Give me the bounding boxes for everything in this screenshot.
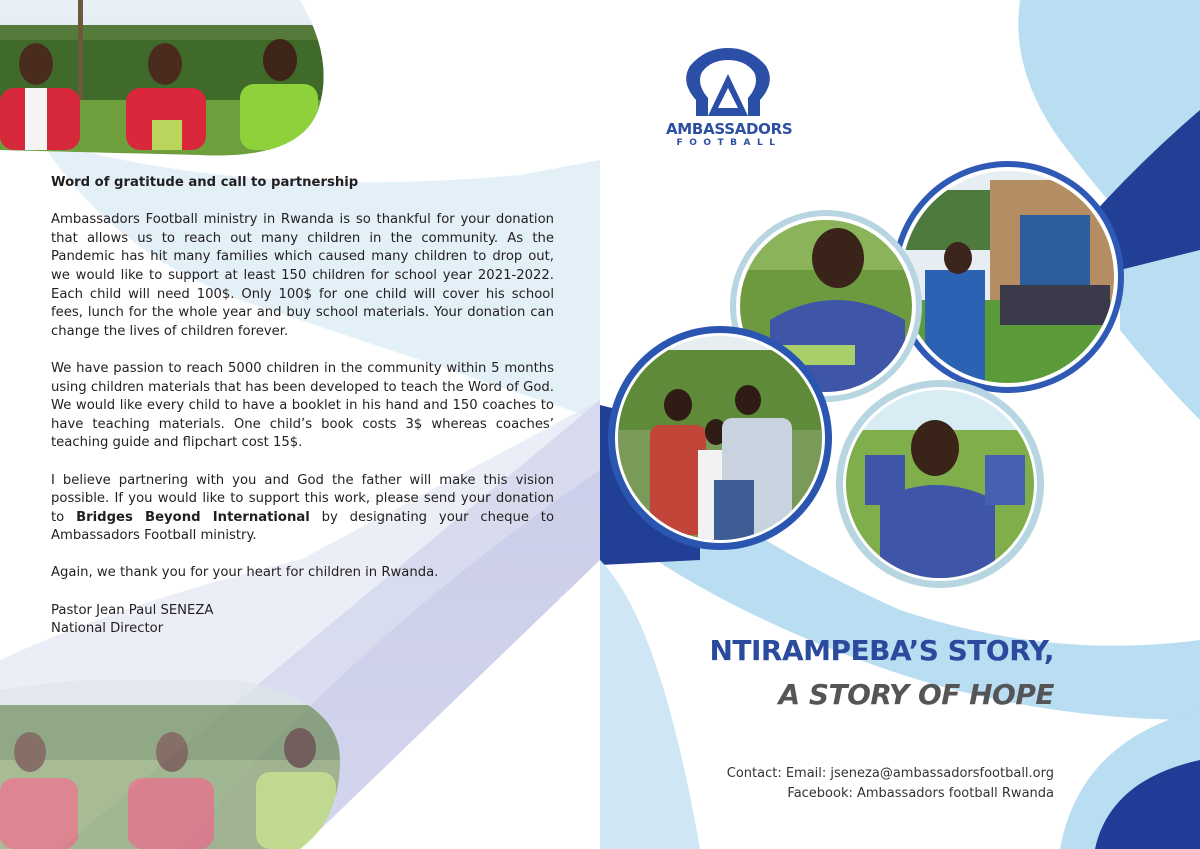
cover-title-line1: NTIRAMPEBA’S STORY, [709,634,1054,667]
contact-block [727,764,1054,804]
contact-facebook: Facebook: Ambassadors football Rwanda [787,786,1054,801]
letter-paragraph-1: Ambassadors Football ministry in Rwanda is so thankful for your donation that allows us to reach out many children in the community. As the Pandemic has hit many families which caused many children to drop out, we would like to support at least 150 children for school year 2021-2022. Each child will need 100$. Only 100$ for one child will cover his school fees, lunch for the whole year and buy school materials. Your donation can change the lives of children forever. [51,212,554,339]
contact-email: Contact: Email: jseneza@ambassadorsfootball.org [726,766,1054,781]
top-photo [0,0,340,160]
letter-paragraph-2: We have passion to reach 5000 children in the community within 5 months using children materials that has been developed to teach the Word of God. We would like every child to have a booklet in his hand and 150 coaches to have teaching materials. One child’s book costs 3$ whereas coaches’ teaching guide and flipchart cost 15$. [51,360,554,451]
logo-subtitle: FOOTBALL [676,138,782,148]
signature-name: Pastor Jean Paul SENEZA [51,602,214,618]
logo-name: AMBASSADORS [666,120,793,138]
letter-heading: Word of gratitude and call to partnership [51,175,359,190]
logo [666,52,793,148]
signature-title: National Director [51,621,164,637]
letter-paragraph-3 [51,472,554,546]
bridges-beyond-name: Bridges Beyond International [76,509,310,525]
partnership-letter [51,174,554,639]
letter-p3-text-end: by designating your cheque to Ambassadors Football ministry. [51,509,555,544]
bottom-photo [0,680,350,849]
letter-paragraph-4: Again, we thank you for your heart for children in Rwanda. [51,565,439,581]
cover-title-line2: A STORY OF HOPE [778,678,1054,711]
letter-p3-text: I believe partnering with you and God the father will make this vision possible. If you would like to support this work, please send your donation to [51,472,554,525]
